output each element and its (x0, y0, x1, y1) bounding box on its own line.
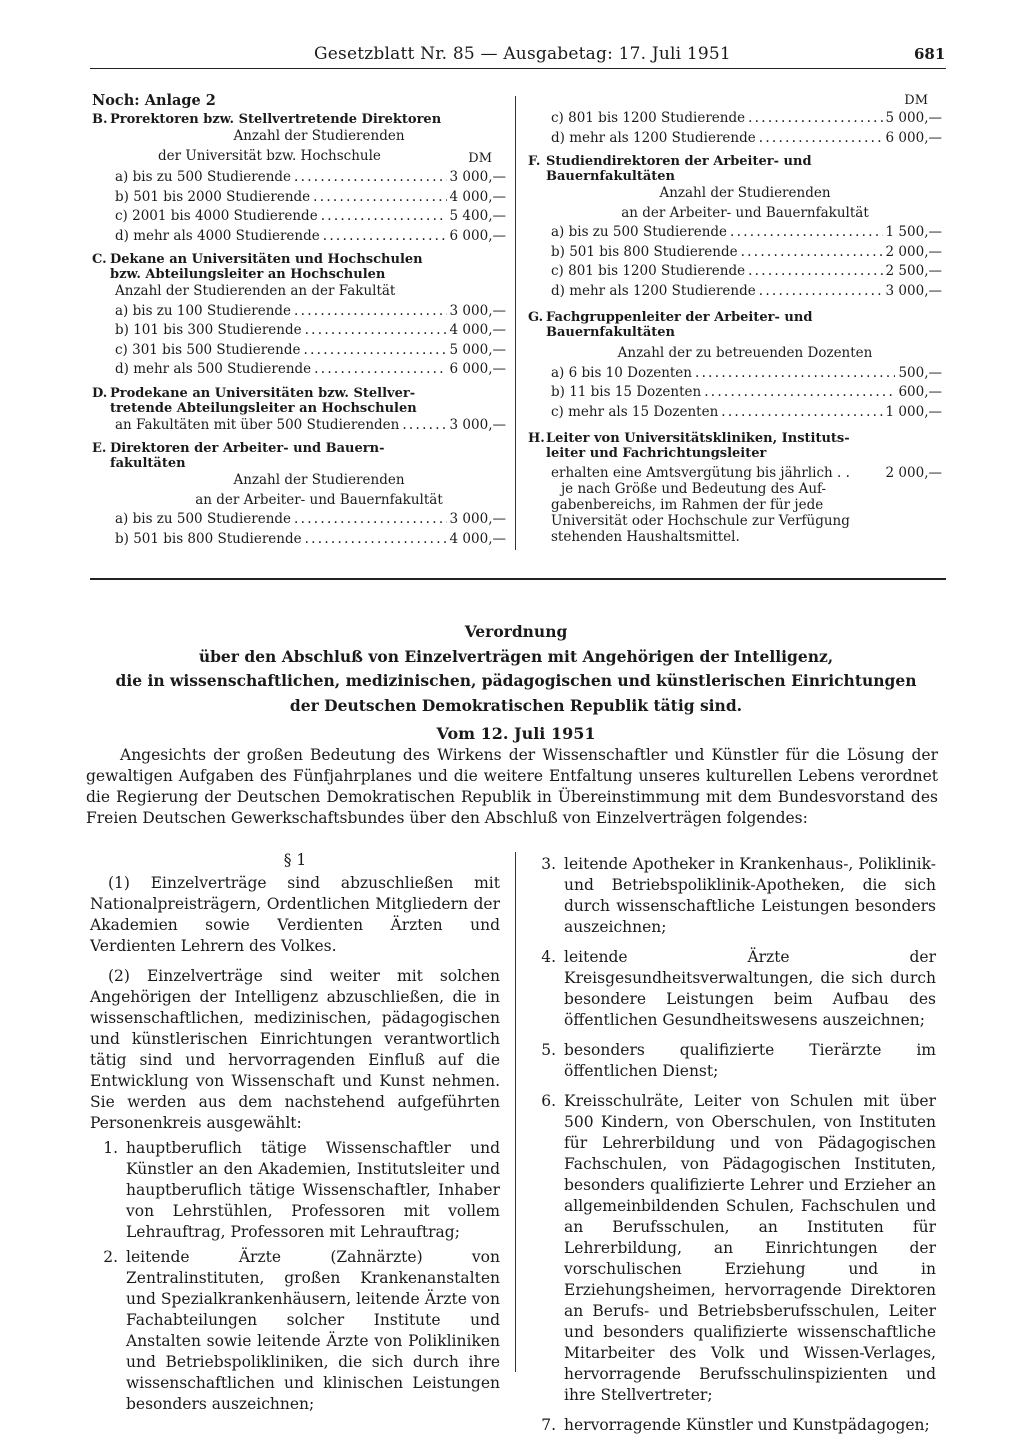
section-title: Bauernfakultäten (546, 169, 676, 184)
header-rule (90, 68, 946, 69)
h-text: Universität oder Hochschule zur Verfügung (551, 513, 850, 529)
section-title: Prorektoren bzw. Stellvertretende Direktoren (110, 112, 442, 127)
header-title: Gesetzblatt Nr. 85 — Ausgabetag: 17. Juli 1951 (314, 44, 731, 64)
table-row: a) bis zu 500 Studierende . . . 3 000,— (115, 168, 506, 188)
table-row: d) mehr als 500 Studierende . . . 6 000,— (115, 360, 506, 380)
section-title: Dekane an Universitäten und Hochschulen (110, 252, 423, 267)
section-letter: B. (92, 112, 108, 127)
body-right-column (528, 854, 936, 1436)
table-row: c) 801 bis 1200 Studierende . . . 5 000,— (551, 109, 942, 129)
list-item: 5. besonders qualifizierte Tierärzte im öffentlichen Dienst; (541, 1041, 936, 1080)
table-row: d) mehr als 1200 Studierende . . . 3 000,— (551, 282, 942, 302)
table-heading: Noch: Anlage 2 (92, 92, 216, 109)
list-item: 3. leitende Apotheker in Krankenhaus-, Poliklinik- und Betriebspoliklinik-Apotheken, die sich durch wissenschaftliche Leistungen besonders auszeichnen; (541, 855, 936, 936)
section-title: bzw. Abteilungsleiter an Hochschulen (110, 267, 386, 282)
table-row: d) mehr als 1200 Studierende . . . 6 000,— (551, 129, 942, 149)
table-row: b) 501 bis 800 Studierende . . . 4 000,— (115, 530, 506, 550)
section-title: Direktoren der Arbeiter- und Bauern- (110, 441, 385, 456)
right-table (528, 93, 942, 545)
table-row: a) bis zu 100 Studierende . . . 3 000,— (115, 302, 506, 322)
paragraph: (2) Einzelverträge sind weiter mit solchen Angehörigen der Intelligenz abzuschließen, die in wissenschaftlichen, medizinischen, pädagogischen und künstlerischen Einrichtungen verantwortlich tätig sind und hervorragenden Einfluß auf die Entwicklung von Wissenschaft und Kunst nehmen. Sie werden aus dem nachstehend aufgeführten Personenkreis ausgewählt: (90, 967, 500, 1132)
section-h: H.Leiter von Universitätskliniken, Instituts- leiter und Fachrichtungsleiter erhalten eine Amtsvergütung bis jährlich . . 2 000,— je nach Größe und Bedeutung des Auf- gabenbereichs, im Rahmen der für jede Universität oder Hochschule zur Verfügung stehenden Haushaltsmittel. (528, 431, 942, 545)
ordinance-date: Vom 12. Juli 1951 (436, 724, 596, 743)
section-title: Prodekane an Universitäten bzw. Stellver- (110, 385, 416, 401)
section-title: leiter und Fachrichtungsleiter (546, 446, 767, 461)
ordinance-title-line: Verordnung (464, 622, 568, 641)
table-row: c) 801 bis 1200 Studierende . . . 2 500,— (551, 262, 942, 282)
table-row: b) 11 bis 15 Dozenten . . . 600,— (551, 383, 942, 403)
table-row: a) bis zu 500 Studierende . . . 1 500,— (551, 223, 942, 243)
table-row: a) bis zu 500 Studierende . . . 3 000,— (115, 510, 506, 530)
section-f: F. Studiendirektoren der Arbeiter- und Bauernfakultäten Anzahl der Studierenden an der Arbeiter- und Bauernfakultät a) bis zu 500 Studierende . . . 1 500,— b) 501 bis 800 Studierende . . . 2 000,— c) 801 bis 1200 Studierende . . . 2 500,— d) mehr als 1200 Studierende . . . 3 000,— (528, 154, 942, 301)
preamble: Angesichts der großen Bedeutung des Wirkens der Wissenschaftler und Künstler für die Lösung der gewaltigen Aufgaben des Fünfjahrplanes und die weitere Entfaltung unseres kulturellen Lebens verordnet die Regierung der Deutschen Demokratischen Republik in Übereinstimmung mit dem Bundesvorstand des Freien Deutschen Gewerkschaftsbundes über den Abschluß von Einzelverträgen folgendes: (86, 746, 938, 827)
ordinance-title-line: der Deutschen Demokratischen Republik tätig sind. (289, 695, 743, 715)
section-rule (90, 578, 946, 580)
ordinance-title-line: die in wissenschaftlichen, medizinischen, pädagogischen und künstlerischen Einrichtungen (115, 671, 917, 690)
list-item: 7. hervorragende Künstler und Kunstpädagogen; (541, 1416, 930, 1434)
table-row: c) mehr als 15 Dozenten . . . 1 000,— (551, 403, 942, 423)
table-row: c) 2001 bis 4000 Studierende . . . 5 400,— (115, 207, 506, 227)
column-divider (515, 852, 516, 1372)
h-text: stehenden Haushaltsmittel. (551, 529, 740, 545)
list-item: 4. leitende Ärzte der Kreisgesundheitsverwaltungen, die sich durch besondere Leistungen beim Aufbau des öffentlichen Gesundheitswesens auszeichnen; (541, 948, 936, 1029)
section-c: C. Dekane an Universitäten und Hochschulen bzw. Abteilungsleiter an Hochschulen Anzahl der Studierenden an der Fakultät a) bis zu 100 Studierende . . . 3 000,— b) 101 bis 300 Studierende . . . 4 000,— c) 301 bis 500 Studierende . . . 5 000,— d) mehr als 500 Studierende . . . 6 000,— (92, 252, 506, 380)
body-left-column (90, 850, 500, 1415)
section-e: E. Direktoren der Arbeiter- und Bauern- fakultäten Anzahl der Studierenden an der Arbeiter- und Bauernfakultät a) bis zu 500 Studierende . . . 3 000,— b) 501 bis 800 Studierende . . . 4 000,— (92, 441, 506, 549)
table-row: c) 301 bis 500 Studierende . . . 5 000,— (115, 341, 506, 361)
table-row: b) 501 bis 800 Studierende . . . 2 000,— (551, 243, 942, 263)
section-title: Studiendirektoren der Arbeiter- und (546, 154, 812, 169)
ordinance-title (80, 620, 952, 747)
section-sub: Anzahl der Studierenden (233, 128, 405, 144)
h-amount: 2 000,— (885, 465, 942, 481)
section-sub: an der Arbeiter- und Bauernfakultät (621, 204, 869, 221)
h-text: gabenbereichs, im Rahmen der für jede (551, 497, 824, 513)
list-item: 2. leitende Ärzte (Zahnärzte) von Zentralinstituten, großen Krankenanstalten und Spezialkrankenhäusern, leitende Ärzte von Fachabteilungen solcher Institute und Anstalten sowie leitende Ärzte von Polikliniken und Betriebspolikliniken, die sich durch ihre wissenschaftlichen und klinischen Leistungen besonders auszeichnen; (103, 1248, 500, 1413)
section-d: D. Prodekane an Universitäten bzw. Stellver- tretende Abteilungsleiter an Hochschulen an Fakultäten mit über 500 Studierenden . . . 3 000,— (92, 386, 506, 436)
section-sub: Anzahl der Studierenden (659, 185, 831, 201)
h-text: erhalten eine Amtsvergütung bis jährlich . . (551, 465, 850, 481)
section-title: fakultäten (110, 456, 186, 471)
column-divider (515, 96, 516, 550)
section-sub: Anzahl der Studierenden an der Fakultät (115, 283, 396, 299)
left-table (92, 93, 506, 549)
section-sub: Anzahl der zu betreuenden Dozenten (617, 345, 873, 361)
h-text: je nach Größe und Bedeutung des Auf- (561, 481, 827, 497)
table-row: b) 501 bis 2000 Studierende . . . 4 000,— (115, 188, 506, 208)
paragraph-title: § 1 (283, 851, 307, 869)
currency-label: DM (468, 150, 492, 166)
section-g: G. Fachgruppenleiter der Arbeiter- und Bauernfakultäten Anzahl der zu betreuenden Dozenten a) 6 bis 10 Dozenten . . . 500,— b) 11 bis 15 Dozenten . . . 600,— c) mehr als 15 Dozenten . . . 1 000,— (528, 310, 942, 422)
section-b (92, 112, 506, 246)
section-title: tretende Abteilungsleiter an Hochschulen (110, 400, 417, 416)
section-sub: der Universität bzw. Hochschule (158, 147, 381, 164)
table-row: a) 6 bis 10 Dozenten . . . 500,— (551, 364, 942, 384)
section-sub: an der Arbeiter- und Bauernfakultät (195, 491, 443, 508)
table-row: an Fakultäten mit über 500 Studierenden . . . 3 000,— (115, 416, 506, 436)
currency-label: DM (904, 93, 928, 108)
section-title: Fachgruppenleiter der Arbeiter- und (546, 310, 813, 325)
list-item: 1. hauptberuflich tätige Wissenschaftler und Künstler an den Akademien, Institutsleiter und hauptberuflich tätige Wissenschaftler, Inhaber von Lehrstühlen, Professoren mit vollem Lehrauftrag, Professoren mit Lehrauftrag; (103, 1139, 500, 1241)
section-title: Bauernfakultäten (546, 325, 676, 340)
section-sub: Anzahl der Studierenden (233, 472, 405, 488)
table-row: d) mehr als 4000 Studierende . . . 6 000,— (115, 227, 506, 247)
ordinance-title-line: über den Abschluß von Einzelverträgen mit Angehörigen der Intelligenz, (198, 646, 834, 666)
section-title: Leiter von Universitätskliniken, Instituts- (546, 431, 850, 446)
table-row: b) 101 bis 300 Studierende . . . 4 000,— (115, 321, 506, 341)
page-number: 681 (914, 45, 946, 63)
page-header (0, 44, 1024, 68)
paragraph: (1) Einzelverträge sind abzuschließen mit Nationalpreisträgern, Ordentlichen Mitgliedern der Akademien sowie Verdienten Ärzten und Verdienten Lehrern des Volkes. (90, 874, 500, 955)
list-item: 6. Kreisschulräte, Leiter von Schulen mit über 500 Kindern, von Oberschulen, von Instituten für Lehrerbildung und von Pädagogischen Fachschulen, von Pädagogischen Instituten, besonders qualifizierte Lehrer und Erzieher an allgemeinbildenden Schulen, Fachschulen und an Berufsschulen, an Instituten für Lehrerbildung, an Einrichtungen der vorschulischen Erziehung und in Erziehungsheimen, hervorragende Direktoren an Berufs- und Betriebsberufsschulen, Leiter und besonders qualifizierte wissenschaftliche Mitarbeiter des Volk und Wissen-Verlages, hervorragende Berufsschulinspizienten und ihre Stellvertreter; (541, 1092, 936, 1404)
